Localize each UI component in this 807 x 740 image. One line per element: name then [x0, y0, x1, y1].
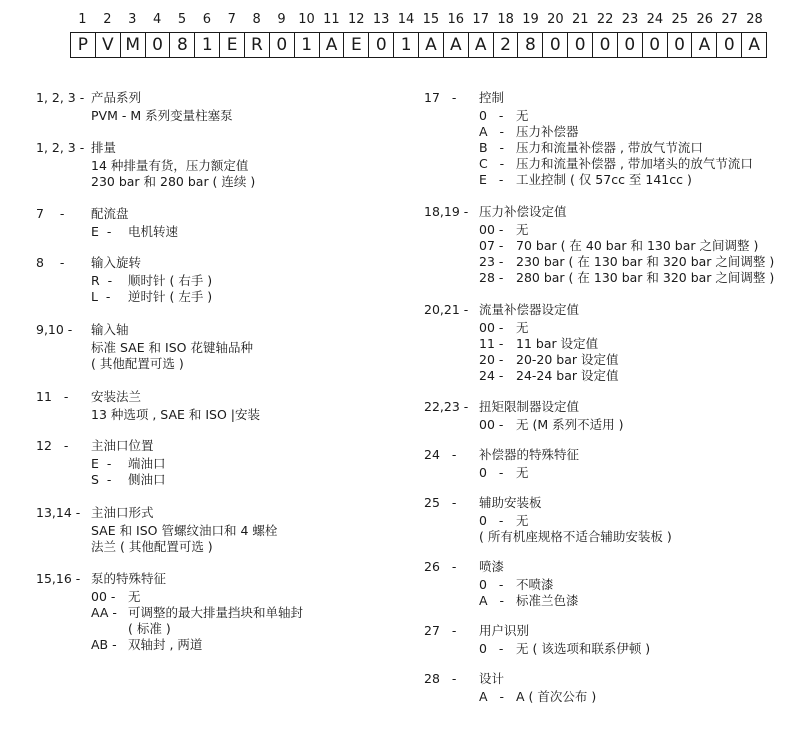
code-position-number: 7: [227, 12, 236, 27]
code-character-box: 0: [568, 33, 593, 57]
right-column: [424, 90, 804, 705]
option-code: AB -: [91, 637, 117, 652]
option-code: 11 -: [479, 336, 504, 351]
option-row: [479, 352, 804, 368]
section-body: [479, 671, 804, 705]
code-character-box: 0: [668, 33, 693, 57]
option-text: 280 bar ( 在 130 bar 和 320 bar 之间调整 ): [516, 270, 775, 285]
option-row: [479, 336, 804, 352]
section-body: [91, 140, 396, 190]
section-number: 28 -: [424, 671, 457, 686]
section-text-line: SAE 和 ISO 管螺纹油口和 4 螺栓: [91, 523, 278, 538]
section-text-line: 13 种选项 , SAE 和 ISO |安装: [91, 407, 261, 422]
option-row: [479, 156, 804, 172]
code-position-number: 12: [347, 12, 365, 27]
section-body: [91, 505, 396, 555]
option-code: A -: [479, 593, 504, 608]
code-position-number: 24: [646, 12, 664, 27]
section-title: 主油口形式: [91, 505, 154, 520]
option-text: 顺时针 ( 右手 ): [128, 273, 213, 288]
section-text-line: ( 其他配置可选 ): [91, 356, 184, 371]
option-text: 无: [516, 320, 529, 335]
option-text: 不喷漆: [516, 577, 554, 592]
section-body: [479, 623, 804, 657]
option-row: [91, 637, 396, 653]
section-right-7: [424, 559, 804, 609]
option-code: E -: [91, 456, 112, 471]
section-note: ( 所有机座规格不适合辅助安装板 ): [479, 529, 672, 544]
option-text: 230 bar ( 在 130 bar 和 320 bar 之间调整 ): [516, 254, 775, 269]
section-title: 输入旋转: [91, 255, 142, 270]
section-number: 20,21 -: [424, 302, 469, 317]
option-code: 0 -: [479, 513, 504, 528]
option-row: [479, 124, 804, 140]
option-code: C -: [479, 156, 505, 171]
option-code: E -: [479, 172, 504, 187]
code-character-box: 0: [270, 33, 295, 57]
section-title: 排量: [91, 140, 117, 155]
section-right-4: [424, 399, 804, 433]
section-number: 1, 2, 3 -: [36, 90, 89, 105]
option-code: 00 -: [479, 222, 504, 237]
code-character-box: M: [121, 33, 146, 57]
code-position-number: 14: [397, 12, 415, 27]
option-code: R -: [91, 273, 113, 288]
section-left-1: [36, 90, 396, 124]
option-text: 电机转速: [128, 224, 179, 239]
option-code: 00 -: [479, 320, 504, 335]
section-number: 9,10 -: [36, 322, 73, 337]
option-code: 28 -: [479, 270, 504, 285]
code-position-number: 9: [277, 12, 286, 27]
section-body: [479, 302, 804, 384]
section-title: 补偿器的特殊特征: [479, 447, 580, 462]
section-title: 输入轴: [91, 322, 129, 337]
option-text: 70 bar ( 在 40 bar 和 130 bar 之间调整 ): [516, 238, 759, 253]
code-character-box: A: [748, 35, 760, 55]
section-body: [91, 438, 396, 488]
code-character-box: 8: [170, 33, 195, 57]
section-right-2: [424, 204, 804, 286]
option-code: 23 -: [479, 254, 504, 269]
code-character-box: E: [344, 33, 369, 57]
section-title: 设计: [479, 671, 505, 686]
code-character-box: 1: [394, 33, 419, 57]
option-row: [91, 589, 396, 605]
option-row: [479, 270, 804, 286]
section-title: 安装法兰: [91, 389, 142, 404]
section-right-3: [424, 302, 804, 384]
section-left-8: [36, 505, 396, 555]
option-row: [91, 289, 396, 305]
option-row: [479, 222, 804, 238]
section-title: 辅助安装板: [479, 495, 542, 510]
code-position-number: 5: [177, 12, 187, 27]
section-number: 26 -: [424, 559, 457, 574]
code-character-box: R: [245, 33, 270, 57]
code-position-number: 16: [447, 12, 465, 27]
option-code: E -: [91, 224, 112, 239]
option-row: [479, 465, 804, 481]
option-row: [479, 513, 804, 529]
option-code: AA -: [91, 605, 117, 620]
section-left-6: [36, 389, 396, 423]
code-position-number: 4: [152, 12, 162, 27]
section-number: 7 -: [36, 206, 65, 221]
section-body: [91, 389, 396, 423]
section-body: [91, 571, 396, 653]
option-text: 端油口: [128, 456, 166, 471]
section-text-line: PVM - M 系列变量柱塞泵: [91, 108, 233, 123]
option-code: 07 -: [479, 238, 504, 253]
option-code: 0 -: [479, 641, 504, 656]
section-title: 流量补偿器设定值: [479, 302, 580, 317]
section-title: 压力补偿设定值: [479, 204, 567, 219]
code-position-number: 27: [721, 12, 738, 27]
code-character-box: 0: [369, 33, 394, 57]
option-row: [479, 254, 804, 270]
code-character-box: V: [96, 33, 121, 57]
option-row: [479, 140, 804, 156]
code-character-boxes: [70, 32, 767, 58]
code-position-number: 8: [252, 12, 261, 27]
option-row: [91, 605, 396, 637]
code-character-box: 0: [717, 33, 742, 57]
section-number: 8 -: [36, 255, 65, 270]
section-number: 17 -: [424, 90, 457, 105]
option-code: 0 -: [479, 108, 504, 123]
option-text: 可调整的最大排量挡块和单轴封 ( 标准 ): [128, 605, 304, 636]
option-text: 无 ( 该选项和联系伊顿 ): [516, 641, 651, 656]
model-code-header: [70, 10, 767, 58]
option-text: 24-24 bar 设定值: [516, 368, 619, 383]
option-code: A -: [479, 689, 504, 704]
section-number: 11 -: [36, 389, 69, 404]
option-text: 无: [516, 465, 529, 480]
section-left-7: [36, 438, 396, 488]
code-position-number: 26: [696, 12, 713, 27]
code-position-number: 13: [372, 12, 390, 27]
code-character-box: A: [320, 33, 345, 57]
option-code: 0 -: [479, 465, 504, 480]
section-text-line: 标准 SAE 和 ISO 花键轴品种: [91, 340, 253, 355]
code-character-box: 0: [146, 33, 171, 57]
code-character-box: 8: [518, 33, 543, 57]
option-row: [479, 641, 804, 657]
section-right-5: [424, 447, 804, 481]
option-text: 压力和流量补偿器 , 带加堵头的放气节流口: [516, 156, 753, 171]
section-body: [479, 559, 804, 609]
code-position-number: 19: [522, 12, 539, 27]
option-text: 压力补偿器: [516, 124, 579, 139]
option-row: [479, 417, 804, 433]
section-title: 主油口位置: [91, 438, 154, 453]
code-character-box: 0: [643, 33, 668, 57]
section-title: 扭矩限制器设定值: [479, 399, 580, 414]
code-character-box: A: [444, 33, 469, 57]
option-text: 侧油口: [128, 472, 166, 487]
option-row: [479, 689, 804, 705]
code-character-box: E: [220, 33, 245, 57]
section-body: [479, 90, 804, 188]
option-code: S -: [91, 472, 112, 487]
section-right-9: [424, 671, 804, 705]
code-position-number: 21: [571, 12, 589, 27]
section-left-3: [36, 206, 396, 240]
section-title: 控制: [479, 90, 505, 105]
option-row: [91, 472, 396, 488]
section-text-line: 法兰 ( 其他配置可选 ): [91, 539, 213, 554]
option-code: 00 -: [479, 417, 504, 432]
section-number: 24 -: [424, 447, 457, 462]
option-code: 24 -: [479, 368, 504, 383]
section-number: 22,23 -: [424, 399, 469, 414]
section-number: 27 -: [424, 623, 457, 638]
option-code: B -: [479, 140, 505, 155]
code-character-box: 0: [593, 33, 618, 57]
section-body: [479, 399, 804, 433]
section-left-2: [36, 140, 396, 190]
section-number: 15,16 -: [36, 571, 81, 586]
code-position-number: 6: [202, 12, 212, 27]
section-number: 12 -: [36, 438, 69, 453]
code-position-number: 18: [497, 12, 514, 27]
section-body: [91, 255, 396, 305]
option-text: 无: [516, 513, 529, 528]
code-character-box: 2: [494, 33, 519, 57]
option-code: L -: [91, 289, 111, 304]
option-code: 20 -: [479, 352, 504, 367]
option-row: [479, 577, 804, 593]
section-title: 泵的特殊特征: [91, 571, 167, 586]
option-row: [91, 224, 396, 240]
code-position-number: 15: [422, 12, 440, 27]
option-code: 0 -: [479, 577, 504, 592]
section-text-line: 230 bar 和 280 bar ( 连续 ): [91, 174, 256, 189]
code-position-number: 22: [596, 12, 614, 27]
code-character-box: 1: [195, 33, 220, 57]
code-position-numbers: [70, 10, 767, 30]
code-position-number: 2: [103, 12, 112, 27]
option-text: 20-20 bar 设定值: [516, 352, 619, 367]
section-body: [91, 206, 396, 240]
code-position-number: 11: [323, 12, 340, 27]
section-body: [479, 495, 804, 545]
option-text: 标准兰色漆: [516, 593, 579, 608]
section-title: 用户识别: [479, 623, 530, 638]
section-text-line: 14 种排量有货，压力额定值: [91, 158, 249, 173]
section-right-1: [424, 90, 804, 188]
section-title: 产品系列: [91, 90, 142, 105]
section-body: [479, 447, 804, 481]
option-code: 00 -: [91, 589, 116, 604]
section-right-6: [424, 495, 804, 545]
code-character-box: A: [692, 33, 717, 57]
code-character-box: 1: [295, 33, 320, 57]
option-text: 无 (M 系列不适用 ): [516, 417, 624, 432]
code-character-box: 0: [618, 33, 643, 57]
code-position-number: 20: [547, 12, 564, 27]
option-row: [479, 368, 804, 384]
section-number: 1, 2, 3 -: [36, 140, 89, 155]
code-position-number: 28: [746, 12, 763, 27]
option-row: [91, 456, 396, 472]
section-body: [91, 322, 396, 372]
code-character-box: 0: [543, 33, 568, 57]
code-character-box: A: [469, 33, 494, 57]
section-left-4: [36, 255, 396, 305]
option-code: A -: [479, 124, 504, 139]
code-character-box: P: [71, 33, 96, 57]
section-body: [479, 204, 804, 286]
section-number: 18,19 -: [424, 204, 469, 219]
option-text: 工业控制 ( 仅 57cc 至 141cc ): [516, 172, 692, 187]
section-left-9: [36, 571, 396, 653]
code-position-number: 25: [671, 12, 689, 27]
option-row: [479, 238, 804, 254]
code-position-number: 23: [621, 12, 639, 27]
section-body: [91, 90, 396, 124]
option-text: A ( 首次公布 ): [516, 689, 597, 704]
section-number: 25 -: [424, 495, 457, 510]
option-row: [91, 273, 396, 289]
option-text: 双轴封 , 两道: [128, 637, 203, 652]
left-column: [36, 90, 396, 653]
option-text: 逆时针 ( 左手 ): [128, 289, 213, 304]
option-text: 无: [516, 108, 529, 123]
section-right-8: [424, 623, 804, 657]
code-position-number: 1: [78, 12, 87, 27]
option-text: 压力和流量补偿器 , 带放气节流口: [516, 140, 703, 155]
code-position-number: 3: [128, 12, 137, 27]
option-row: [479, 320, 804, 336]
code-position-number: 17: [472, 12, 489, 27]
section-left-5: [36, 322, 396, 372]
option-row: [479, 593, 804, 609]
option-text: 无: [128, 589, 141, 604]
code-character-box: A: [419, 33, 444, 57]
option-text: 11 bar 设定值: [516, 336, 599, 351]
code-position-number: 10: [298, 12, 315, 27]
section-number: 13,14 -: [36, 505, 81, 520]
option-row: [479, 172, 804, 188]
section-title: 配流盘: [91, 206, 129, 221]
section-title: 喷漆: [479, 559, 505, 574]
option-text: 无: [516, 222, 529, 237]
option-row: [479, 108, 804, 124]
